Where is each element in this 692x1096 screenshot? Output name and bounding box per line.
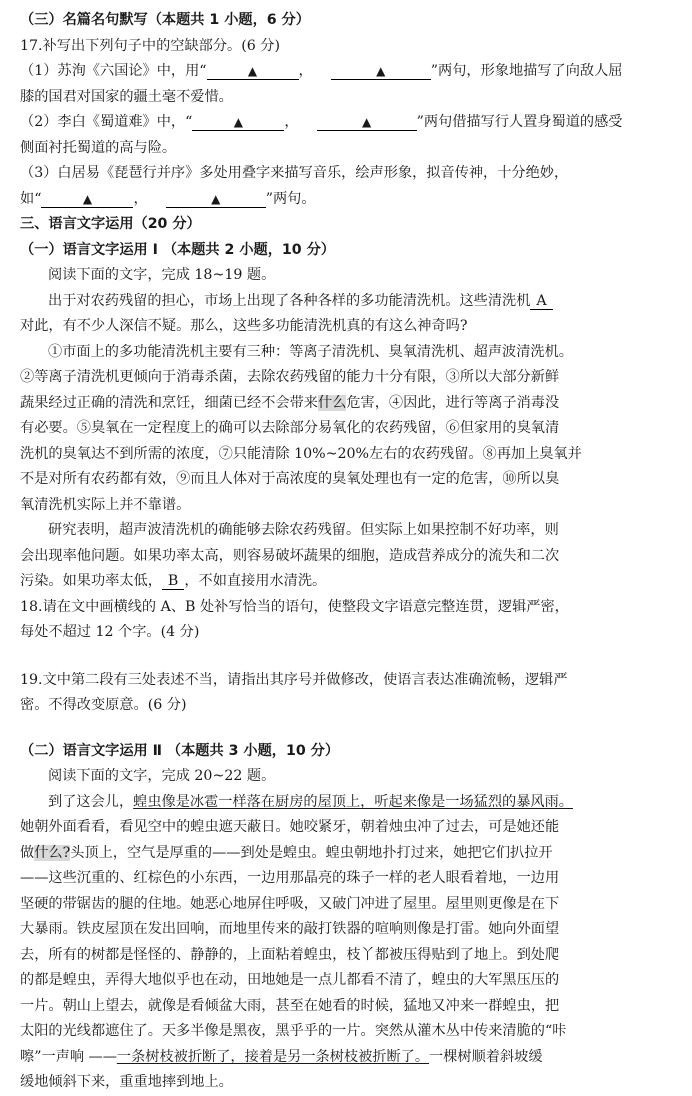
passage-4-line: [20, 841, 672, 867]
blank-marker-icon: ▲: [376, 64, 386, 78]
passage-4-line: 她朝外面看看，看见空中的蝗虫遮天蔽日。她咬紧牙，朝着烛虫冲了过去，可是她还能: [20, 819, 560, 835]
underlined-sentence: 蝗虫像是冰雹一样落在厨房的屋顶上，听起来像是一场猛烈的暴风雨。: [133, 793, 573, 810]
passage-2-line: 有必要。⑤臭氧在一定程度上的确可以去除部分易氧化的农药残留，⑥但家用的臭氧清: [20, 420, 560, 436]
passage-text: 出于对农药残留的担心，市场上出现了各种各样的多功能清洗机。这些清洗机: [48, 292, 531, 309]
passage-text: 做: [20, 844, 35, 861]
passage-2-line: 不是对所有农药都有效，⑨而且人体对于高浓度的臭氧处理也有一定的危害，⑩所以臭: [20, 471, 560, 487]
answer-blank[interactable]: [41, 191, 133, 208]
q17-item-3-cont: [20, 187, 672, 213]
passage-4-line: 大暴雨。铁皮屋顶在发出回响，而地里传来的敲打铁器的喧响则像是打雷。她向外面望: [20, 921, 560, 937]
passage-text: 蔬果经过正确的清洗和烹饪，细菌已经不会带来: [20, 394, 318, 411]
underlined-sentence: 一条树枝被折断了，接着是另一条树枝被折断了。: [116, 1048, 430, 1065]
comma: ，: [284, 114, 299, 130]
passage-1-line: [20, 289, 672, 315]
q17-item-2-text: ”两句借描写行人置身蜀道的感受: [416, 114, 623, 130]
passage-4-line: [20, 1045, 672, 1071]
passage-4-line: ——这些沉重的、红棕色的小东西，一边用那晶亮的珠子一样的老人眼看着地，一边用: [20, 870, 560, 886]
answer-blank[interactable]: [166, 191, 266, 208]
answer-space: [20, 646, 672, 668]
passage-text: 危害，④因此，进行等离子消毒没: [346, 394, 560, 411]
q17-item-3-text: 如“: [20, 190, 42, 207]
section-heading: （三）名篇名句默写（本题共 1 小题，6 分）: [20, 12, 310, 28]
q17-item-1-text: （1）苏洵《六国论》中，用“: [20, 63, 207, 79]
passage-4-line: [20, 790, 672, 816]
reading-instruction: 阅读下面的文字，完成 18~19 题。: [48, 267, 276, 283]
question-19-line: 19.文中第二段有三处表述不当，请指出其序号并做修改，使语言表达准确流畅，逻辑严: [20, 671, 568, 688]
blank-b-marker: B: [162, 573, 184, 590]
passage-4-line: 缓地倾斜下来，重重地摔到地上。: [20, 1074, 233, 1090]
passage-4-line: 一片。朝山上望去，就像是看倾盆大雨，甚至在她看的时候，猛地又冲来一群蝗虫，把: [20, 997, 560, 1014]
question-19-line: 密。不得改变原意。(6 分): [20, 697, 187, 713]
blank-marker-icon: ▲: [361, 115, 372, 129]
blank-a-marker: A: [530, 293, 552, 310]
reading-instruction: 阅读下面的文字，完成 20~22 题。: [48, 768, 276, 784]
question-18-line: 18.请在文中画横线的 A、B 处补写恰当的语句，使整段文字语意完整连贯，逻辑严密，: [20, 598, 569, 615]
blank-marker-icon: ▲: [211, 191, 221, 206]
q17-item-3-line: （3）白居易《琵琶行并序》多处用叠字来描写音乐，绘声形象，拟音传神，十分绝妙，: [20, 165, 569, 181]
q17-item-2-line: [20, 110, 672, 136]
blank-marker-icon: ▲: [233, 115, 243, 129]
subsection-heading-2: （二）语言文字运用 Ⅱ （本题共 3 小题，10 分）: [20, 742, 340, 759]
passage-2-line: 洗机的臭氧达不到所需的浓度，⑦只能清除 10%~20%左右的农药残留。⑧再加上臭氧并: [20, 445, 582, 462]
answer-blank[interactable]: [331, 63, 431, 80]
passage-3-line: 研究表明，超声波清洗机的确能够去除农药残留。但实际上如果控制不好功率，则: [48, 522, 559, 538]
passage-text: 一棵树顺着斜坡缓: [429, 1048, 543, 1065]
answer-blank[interactable]: [317, 114, 417, 131]
highlighted-text: 什么: [317, 394, 347, 411]
passage-text: 到了这会儿，: [48, 793, 134, 810]
passage-4-line: 坚硬的带锯齿的腿的住地。她恶心地屏住呼吸，又破门冲进了屋里。屋里则更像是在下: [20, 895, 560, 912]
q17-item-2-text: （2）李白《蜀道难》中，“: [20, 114, 193, 130]
passage-3-line: [20, 569, 672, 595]
answer-blank[interactable]: [207, 63, 299, 80]
subsection-heading-1: （一）语言文字运用 Ⅰ （本题共 2 小题，10 分）: [20, 241, 335, 258]
answer-space: [20, 719, 672, 739]
passage-text: 头顶上，空气是厚重的——到处是蝗虫。蝗虫朝地扑打过来，她把它们扒拉开: [70, 844, 553, 861]
q17-item-3-text: ”两句。: [265, 190, 316, 207]
question-17-title: 17.补写出下列句子中的空缺部分。(6 分): [20, 37, 280, 54]
answer-blank[interactable]: [192, 114, 284, 131]
passage-4-line: 去，所有的树都是怪怪的、静静的，上面粘着蝗虫，枝丫都被压得贴到了地上。到处爬: [20, 946, 560, 963]
q17-item-2-cont: 侧面衬托蜀道的高与险。: [20, 139, 177, 156]
passage-2-line: 氧清洗机实际上并不靠谱。: [20, 496, 191, 513]
passage-text: 嚓”一声响 ——: [20, 1048, 117, 1065]
q17-item-1-line: [20, 59, 672, 85]
q17-item-1-text: ”两句，形象地描写了向敌人屈: [430, 63, 623, 79]
passage-text: 污染。如果功率太低，: [20, 573, 162, 589]
question-18-line: 每处不超过 12 个字。(4 分): [20, 624, 200, 640]
passage-1-line: 对此，有不少人深信不疑。那么，这些多功能清洗机真的有这么神奇吗?: [20, 318, 468, 334]
passage-4-line: 太阳的光线都遮住了。天多半像是黑夜，黑乎乎的一片。突然从灌木丛中传来清脆的“咔: [20, 1023, 567, 1039]
comma: ，: [298, 63, 313, 79]
blank-marker-icon: ▲: [247, 64, 258, 78]
q17-item-1-cont: 膝的国君对国家的疆土毫不爱惜。: [20, 88, 233, 105]
passage-4-line: 的都是蝗虫，弄得大地似乎也在动，田地她是一点儿都看不清了，蝗虫的大军黑压压的: [20, 972, 560, 988]
passage-3-line: 会出现率他问题。如果功率太高，则容易破坏蔬果的细胞，造成营养成分的流失和二次: [20, 547, 560, 564]
part-heading: 三、语言文字运用（20 分）: [20, 216, 201, 232]
comma: ，: [133, 190, 148, 207]
blank-marker-icon: ▲: [82, 191, 93, 206]
passage-2-line: ②等离子清洗机更倾向于消毒杀菌，去除农药残留的能力十分有限，③所以大部分新鲜: [20, 369, 560, 385]
highlighted-text: 什么?: [34, 844, 71, 861]
passage-text: ，不如直接用水清洗。: [184, 573, 327, 589]
passage-2-line: [20, 391, 672, 417]
passage-2-line: ①市面上的多功能清洗机主要有三种：等离子清洗机、臭氧清洗机、超声波清洗机。: [48, 343, 573, 360]
